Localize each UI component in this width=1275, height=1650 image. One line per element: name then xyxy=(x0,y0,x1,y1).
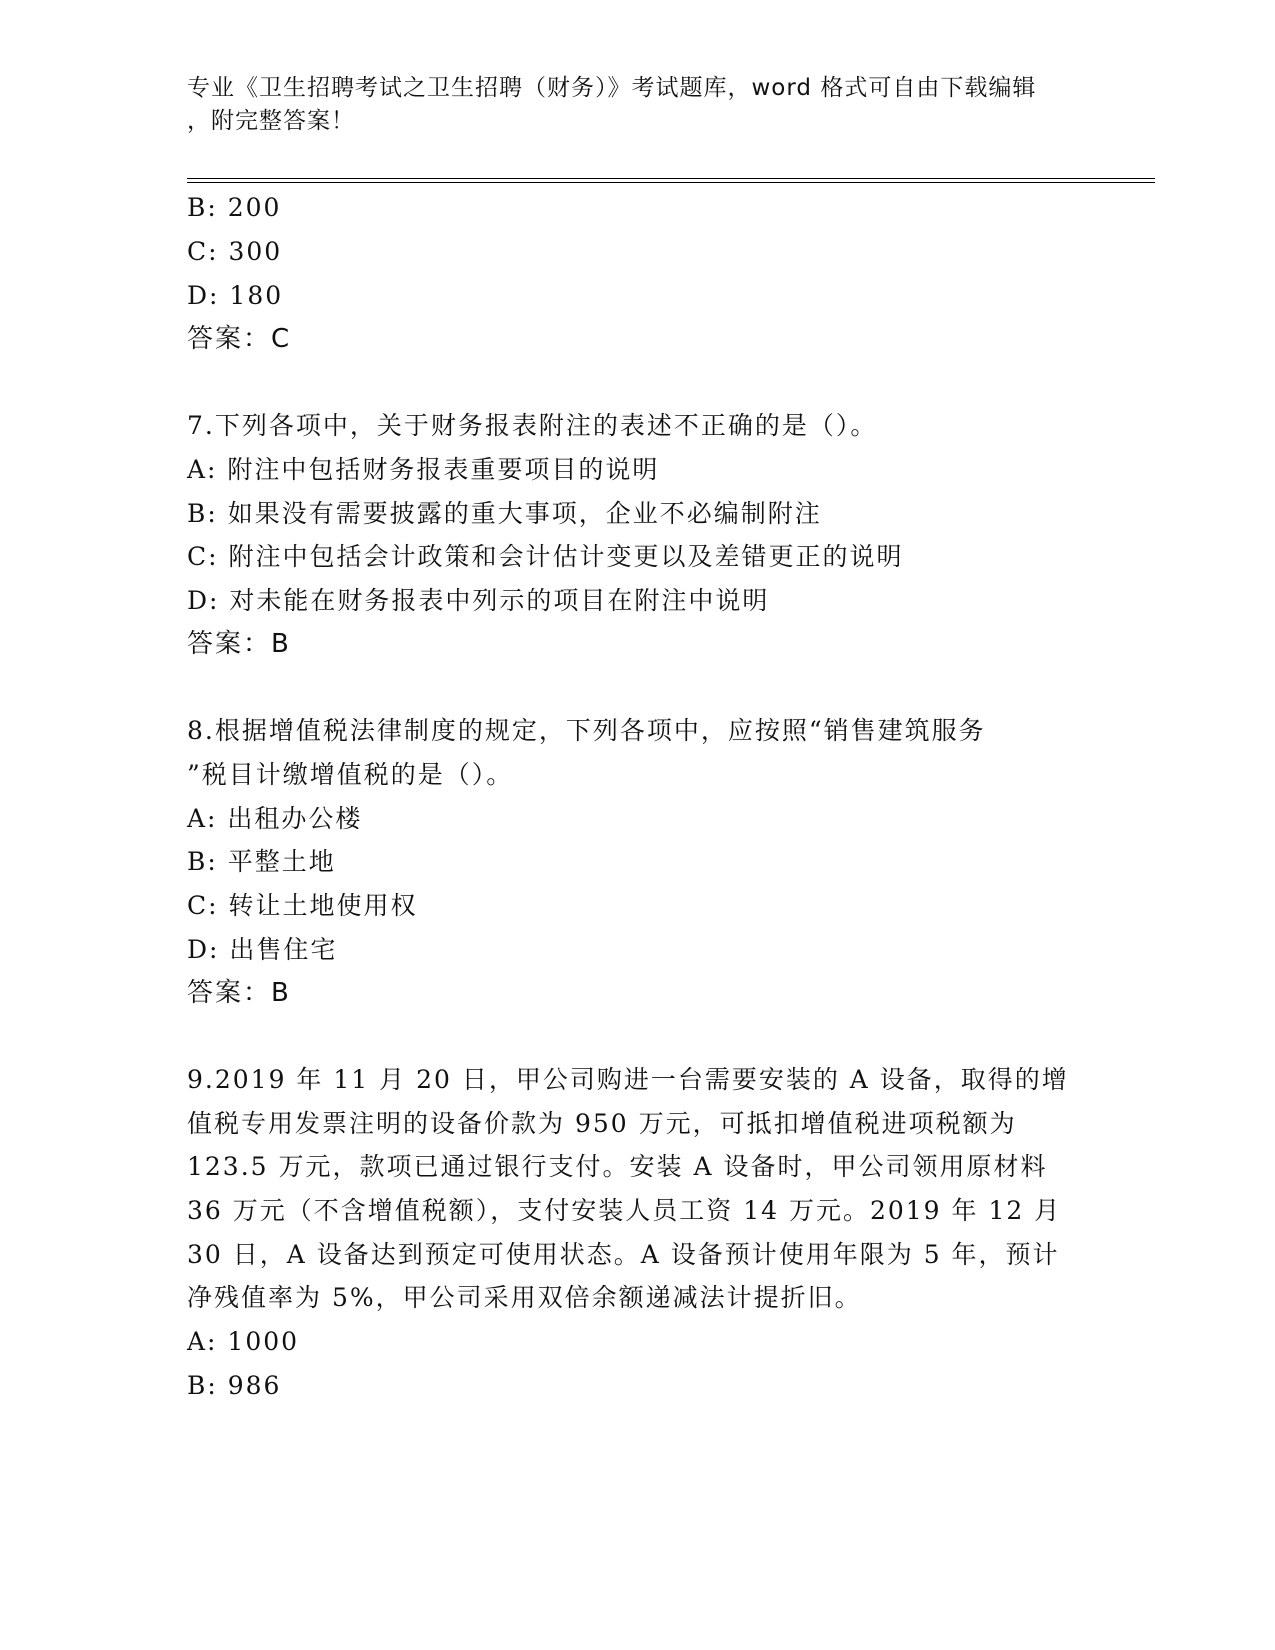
header-line-1: 专业《卫生招聘考试之卫生招聘（财务）》考试题库，word 格式可自由下载编辑 xyxy=(187,75,1037,101)
header-divider-top xyxy=(187,178,1155,179)
q9-option-a: A: 1000 xyxy=(187,1327,300,1356)
q7-answer: 答案：B xyxy=(187,629,291,659)
q9-option-b: B: 986 xyxy=(187,1371,282,1400)
q7-option-c: C: 附注中包括会计政策和会计估计变更以及差错更正的说明 xyxy=(187,542,904,571)
q8-option-c: C: 转让土地使用权 xyxy=(187,891,418,920)
q8-option-d: D: 出售住宅 xyxy=(187,935,338,964)
q7-option-d: D: 对未能在财务报表中列示的项目在附注中说明 xyxy=(187,586,770,615)
q9-stem-line-2: 值税专用发票注明的设备价款为 950 万元，可抵扣增值税进项税额为 xyxy=(187,1109,1017,1138)
q9-stem-line-4: 36 万元（不含增值税额），支付安装人员工资 14 万元。2019 年 12 月 xyxy=(187,1196,1062,1225)
q7-option-b: B: 如果没有需要披露的重大事项，企业不必编制附注 xyxy=(187,499,822,528)
q8-option-a: A: 出租办公楼 xyxy=(187,804,363,833)
q6-option-d: D: 180 xyxy=(187,281,284,310)
q6-answer: 答案：C xyxy=(187,324,292,354)
document-header xyxy=(187,72,1087,138)
q8-stem-line-1: 8.根据增值税法律制度的规定，下列各项中，应按照“销售建筑服务 xyxy=(187,716,986,745)
q8-answer: 答案：B xyxy=(187,978,291,1008)
q7-stem: 7.下列各项中，关于财务报表附注的表述不正确的是（）。 xyxy=(187,411,878,440)
q7-option-a: A: 附注中包括财务报表重要项目的说明 xyxy=(187,455,660,484)
q6-option-b: B: 200 xyxy=(187,193,282,222)
q9-stem-line-3: 123.5 万元，款项已通过银行支付。安装 A 设备时，甲公司领用原材料 xyxy=(187,1152,1048,1181)
header-divider-bottom xyxy=(187,182,1155,183)
q6-option-c: C: 300 xyxy=(187,237,283,266)
q8-stem-line-2: ”税目计缴增值税的是（）。 xyxy=(187,760,514,789)
q8-option-b: B: 平整土地 xyxy=(187,847,336,876)
header-line-2: ，附完整答案！ xyxy=(187,108,355,134)
q9-stem-line-5: 30 日，A 设备达到预定可使用状态。A 设备预计使用年限为 5 年，预计 xyxy=(187,1240,1060,1269)
q9-stem-line-1: 9.2019 年 11 月 20 日，甲公司购进一台需要安装的 A 设备，取得的增 xyxy=(187,1065,1069,1094)
q9-stem-line-6: 净残值率为 5%，甲公司采用双倍余额递减法计提折旧。 xyxy=(187,1283,862,1312)
